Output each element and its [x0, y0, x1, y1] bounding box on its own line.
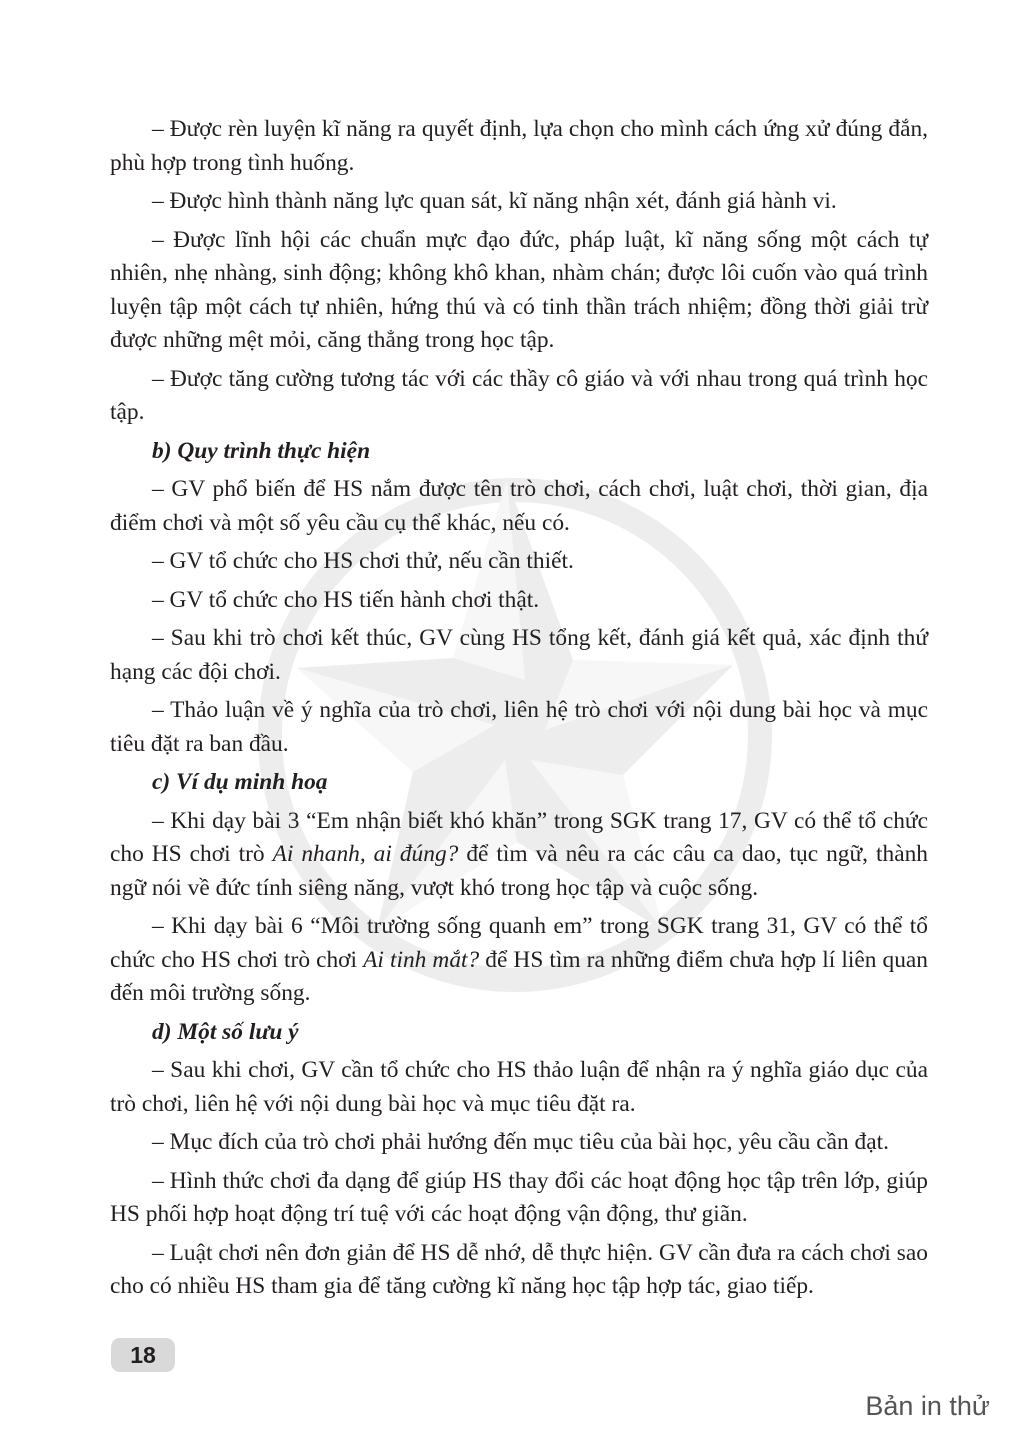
paragraph — [110, 224, 928, 358]
paragraph — [110, 805, 928, 906]
paragraph-text: – Được rèn luyện kĩ năng ra quyết định, lựa chọn cho mình cách ứng xử đúng đắn, phù hợp trong tình huống. — [110, 116, 928, 176]
paragraph-text: – GV tổ chức cho HS chơi thử, nếu cần thiết. — [152, 548, 574, 574]
section-b-paragraphs — [110, 473, 928, 761]
paragraph — [110, 185, 928, 219]
section-c-paragraphs — [110, 805, 928, 1011]
paragraph-text: – Được hình thành năng lực quan sát, kĩ năng nhận xét, đánh giá hành vi. — [152, 188, 837, 214]
section-d-paragraphs — [110, 1054, 928, 1304]
paragraph-text: để tìm và nêu ra các câu ca dao, tục ngữ, thành ngữ nói về đức tính siêng năng, vượt khó trong học tập và cuộc sống. — [110, 841, 928, 901]
heading-luu-y: d) Một số lưu ý — [152, 1018, 299, 1045]
paragraph — [110, 1165, 928, 1232]
paragraph — [110, 584, 928, 618]
paragraph-text: – Thảo luận về ý nghĩa của trò chơi, liên hệ trò chơi với nội dung bài học và mục tiêu đặt ra ban đầu. — [110, 697, 928, 757]
paragraph — [110, 622, 928, 689]
paragraph-text: để HS tìm ra những điểm chưa hợp lí liên quan đến môi trường sống. — [110, 946, 928, 1006]
paragraph — [110, 363, 928, 430]
paragraph-text: – Luật chơi nên đơn giản để HS dễ nhớ, dễ thực hiện. GV cần đưa ra cách chơi sao cho có nhiều HS tham gia để tăng cường kĩ năng học tập hợp tác, giao tiếp. — [110, 1239, 928, 1299]
paragraph-text: – GV tổ chức cho HS tiến hành chơi thật. — [152, 586, 540, 613]
page-body — [110, 113, 928, 1309]
heading-vi-du: c) Ví dụ minh hoạ — [152, 769, 328, 795]
paragraph-text: – Khi dạy bài 3 “Em nhận biết khó khăn” trong SGK trang 17, GV có thể tổ chức cho HS chơi trò — [110, 807, 928, 867]
paragraph — [110, 694, 928, 761]
proof-label: Bản in thử — [865, 1391, 990, 1421]
paragraph-text: – Được tăng cường tương tác với các thầy cô giáo và với nhau trong quá trình học tập. — [110, 365, 928, 425]
section-intro-paragraphs — [110, 113, 928, 430]
paragraph-text: – Sau khi chơi, GV cần tổ chức cho HS thảo luận để nhận ra ý nghĩa giáo dục của trò chơi, liên hệ với nội dung bài học và mục tiêu đặt ra. — [110, 1057, 928, 1117]
page-number-badge: 18 — [111, 1338, 175, 1372]
paragraph-text: – Sau khi trò chơi kết thúc, GV cùng HS tổng kết, đánh giá kết quả, xác định thứ hạng các đội chơi. — [110, 625, 928, 685]
paragraph-text: – GV phổ biến để HS nắm được tên trò chơi, cách chơi, luật chơi, thời gian, địa điểm chơi và một số yêu cầu cụ thể khác, nếu có. — [110, 476, 928, 536]
paragraph-text: – Mục đích của trò chơi phải hướng đến mục tiêu của bài học, yêu cầu cần đạt. — [152, 1129, 889, 1155]
game-name-text: Ai tinh mắt? — [363, 946, 480, 973]
paragraph — [110, 473, 928, 540]
heading-quy-trinh: b) Quy trình thực hiện — [152, 437, 371, 464]
paragraph-text: – Hình thức chơi đa dạng để giúp HS thay đổi các hoạt động học tập trên lớp, giúp HS phối hợp hoạt động trí tuệ với các hoạt động vận động, thư giãn. — [110, 1167, 928, 1227]
paragraph — [110, 1237, 928, 1304]
paragraph — [110, 910, 928, 1011]
paragraph-text: – Được lĩnh hội các chuẩn mực đạo đức, pháp luật, kĩ năng sống một cách tự nhiên, nhẹ nhàng, sinh động; không khô khan, nhàm chán; được lôi cuốn vào quá trình luyện tập một cách tự nhiên, hứng thú và có tinh thần trách nhiệm; đồng thời giải trừ được những mệt mỏi, căng thẳng trong học tập. — [110, 226, 928, 353]
paragraph — [110, 113, 928, 180]
paragraph-text: – Khi dạy bài 6 “Môi trường sống quanh em” trong SGK trang 31, GV có thể tổ chức cho HS chơi trò chơi — [110, 913, 928, 973]
paragraph — [110, 1054, 928, 1121]
paragraph — [110, 1126, 928, 1160]
game-name-text: Ai nhanh, ai đúng? — [272, 841, 459, 867]
paragraph — [110, 545, 928, 579]
